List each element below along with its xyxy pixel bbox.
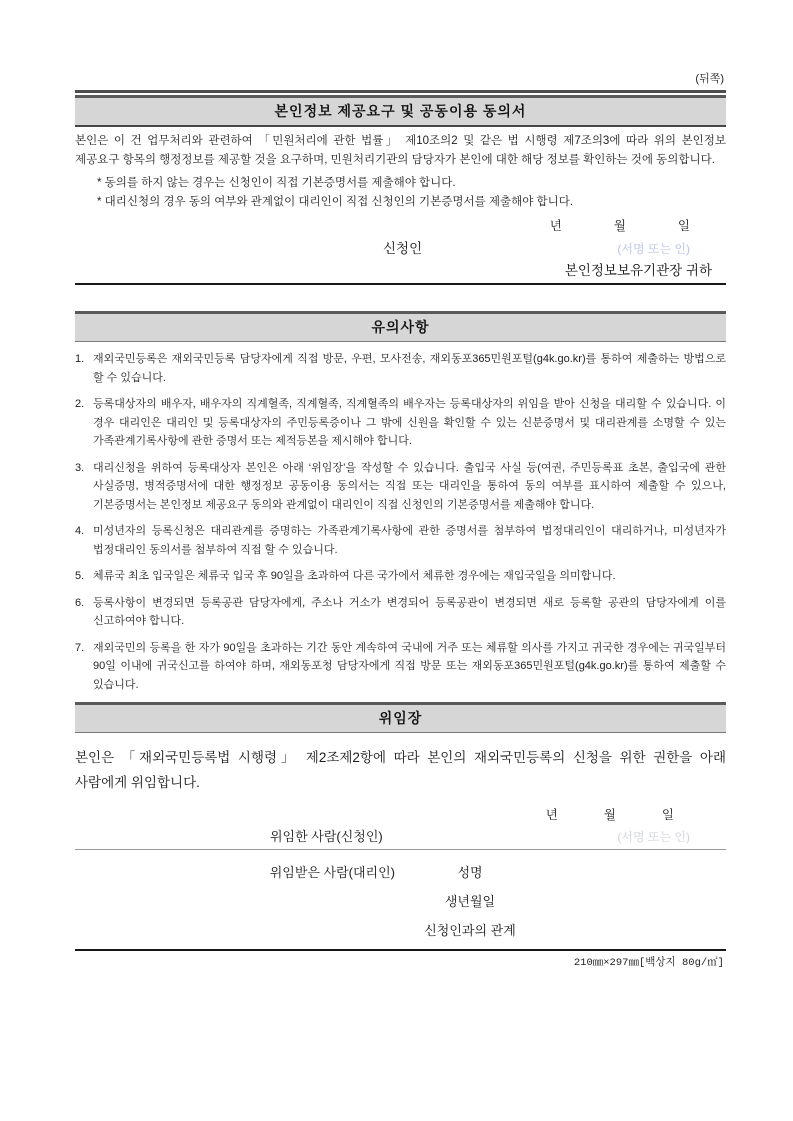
page-bottom-rule [75, 949, 726, 951]
field-label-relationship: 신청인과의 관계 [424, 923, 516, 938]
consent-applicant-line [75, 237, 726, 257]
notice-section-title: 유의사항 [75, 311, 726, 342]
day-label: 일 [661, 808, 674, 822]
year-label: 년 [549, 219, 562, 233]
consent-notes [75, 174, 726, 212]
notice-item-number: 4. [75, 525, 85, 537]
consent-date-line [75, 216, 726, 234]
day-label: 일 [677, 219, 690, 233]
consent-section [75, 95, 726, 285]
poa-body-text: 본인은 「재외국민등록법 시행령」 제2조제2항에 따라 본인의 재외국민등록의 신청을 위한 권한을 아래 사람에게 위임합니다. [75, 750, 726, 790]
poa-delegator-line [75, 826, 726, 850]
consent-bottom-rule [75, 283, 726, 285]
poa-section-title: 위임장 [75, 702, 726, 733]
poa-date-line [75, 805, 726, 823]
poa-field-row [75, 862, 726, 881]
poa-field-row [75, 920, 726, 939]
notice-item-text: 대리신청을 위하여 등록대상자 본인은 아래 ‘위임장’을 작성할 수 있습니다. 출입국 사실 등(여권, 주민등록표 초본, 출입국에 관한 사실증명, 병적증명서에 대한 행정정보 공동이용 동의서는 직접 또는 대리인을 통하여 동의 여부를 표시하여 제출할 수 있으나, 기본증명서는 본인정보 제공요구 동의와 관계없이 대리인이 직접 신청인의 기본증명서를 제출해야 합니다. [93, 461, 726, 511]
month-label: 월 [613, 219, 626, 233]
notice-item-number: 3. [75, 461, 85, 474]
field-label-birthdate: 생년월일 [444, 894, 496, 909]
delegate-label: 위임받은 사람(대리인) [269, 865, 395, 880]
notice-item-text: 등록대상자의 배우자, 배우자의 직계혈족, 직계혈족, 직계혈족의 배우자는 등록대상자의 위임을 받아 신청을 대리할 수 있습니다. 이 경우 대리인은 대리인 및 등록대상자의 주민등록증이나 그 밖에 신원을 확인할 수 있는 신분증명서 및 대리관계를 소명할 수 있는 가족관계기록사항에 관한 증명서 또는 제적등본을 제시해야 합니다. [93, 398, 726, 447]
notice-item-number: 1. [75, 353, 85, 365]
notice-item-number: 6. [75, 596, 85, 609]
form-back-page [75, 70, 726, 969]
notice-item [75, 459, 726, 515]
notice-item [75, 522, 726, 559]
signature-hint-label: (서명 또는 인) [617, 830, 690, 844]
field-label-name: 성명 [457, 865, 483, 880]
notice-item-text: 미성년자의 등록신청은 대리관계를 증명하는 가족관계기록사항에 관한 증명서를 첨부하여 법정대리인이 대리하거나, 미성년자가 법정대리인 동의서를 첨부하여 직접 할 수 있습니다. [93, 525, 726, 556]
notice-item-text: 체류국 최초 입국일은 체류국 입국 후 90일을 초과하여 다른 국가에서 체류한 경우에는 재입국일을 의미합니다. [93, 570, 616, 582]
consent-note: * 동의를 하지 않는 경우는 신청인이 직접 기본증명서를 제출해야 합니다. [97, 177, 456, 189]
page-top-rule [75, 90, 726, 93]
month-label: 월 [603, 808, 616, 822]
delegate-label-spacer [75, 920, 395, 939]
notice-item [75, 594, 726, 631]
applicant-label: 신청인 [383, 241, 423, 256]
page-side-label: (뒤쪽) [695, 73, 724, 85]
consent-recipient-label: 본인정보보유기관장 귀하 [564, 263, 712, 278]
notice-item-number: 2. [75, 398, 85, 410]
notice-section [75, 311, 726, 694]
poa-field-row [75, 891, 726, 910]
notice-item [75, 350, 726, 387]
consent-body-text: 본인은 이 건 업무처리와 관련하여 「민원처리에 관한 법률」 제10조의2 및 같은 법 시행령 제7조의3에 따라 위의 본인정보 제공요구 항목의 행정정보를 제공할 것을 요구하며, 민원처리기관의 담당자가 본인에 대한 해당 정보를 확인하는 것에 동의합니다. [75, 135, 726, 166]
notice-item-number: 5. [75, 570, 85, 582]
poa-section [75, 702, 726, 969]
notice-item-text: 재외국민등록은 재외국민등록 담당자에게 직접 방문, 우편, 모사전송, 재외동포365민원포털(g4k.go.kr)를 통하여 제출하는 방법으로 할 수 있습니다. [93, 353, 726, 384]
consent-note: * 대리신청의 경우 동의 여부와 관계없이 대리인이 직접 신청인의 기본증명서를 제출해야 합니다. [97, 196, 574, 208]
notice-item-text: 재외국민의 등록을 한 자가 90일을 초과하는 기간 동안 계속하여 국내에 거주 또는 체류할 의사를 가지고 귀국한 경우에는 귀국일부터 90일 이내에 귀국신고를 하여야 하며, 재외동포청 담당자에게 직접 방문 또는 재외동포365민원포털(g4k.go.kr)를 통하여 제출할 수 있습니다. [93, 641, 726, 691]
notice-item [75, 639, 726, 695]
notice-item [75, 395, 726, 451]
delegate-label-spacer [75, 891, 395, 910]
notice-item [75, 567, 726, 586]
delegator-label: 위임한 사람(신청인) [270, 829, 383, 844]
year-label: 년 [545, 808, 558, 822]
signature-hint-label: (서명 또는 인) [617, 242, 690, 256]
consent-section-title: 본인정보 제공요구 및 공동이용 동의서 [75, 95, 726, 127]
notice-item-text: 등록사항이 변경되면 등록공관 담당자에게, 주소나 거소가 변경되어 등록공관이 변경되면 새로 등록할 공관의 담당자에게 이를 신고하여야 합니다. [93, 596, 726, 627]
notice-item-number: 7. [75, 641, 85, 654]
notice-list [75, 350, 726, 694]
poa-delegate-fields [75, 862, 726, 939]
paper-spec-label: 210㎜×297㎜[백상지 80g/㎡] [573, 957, 724, 969]
